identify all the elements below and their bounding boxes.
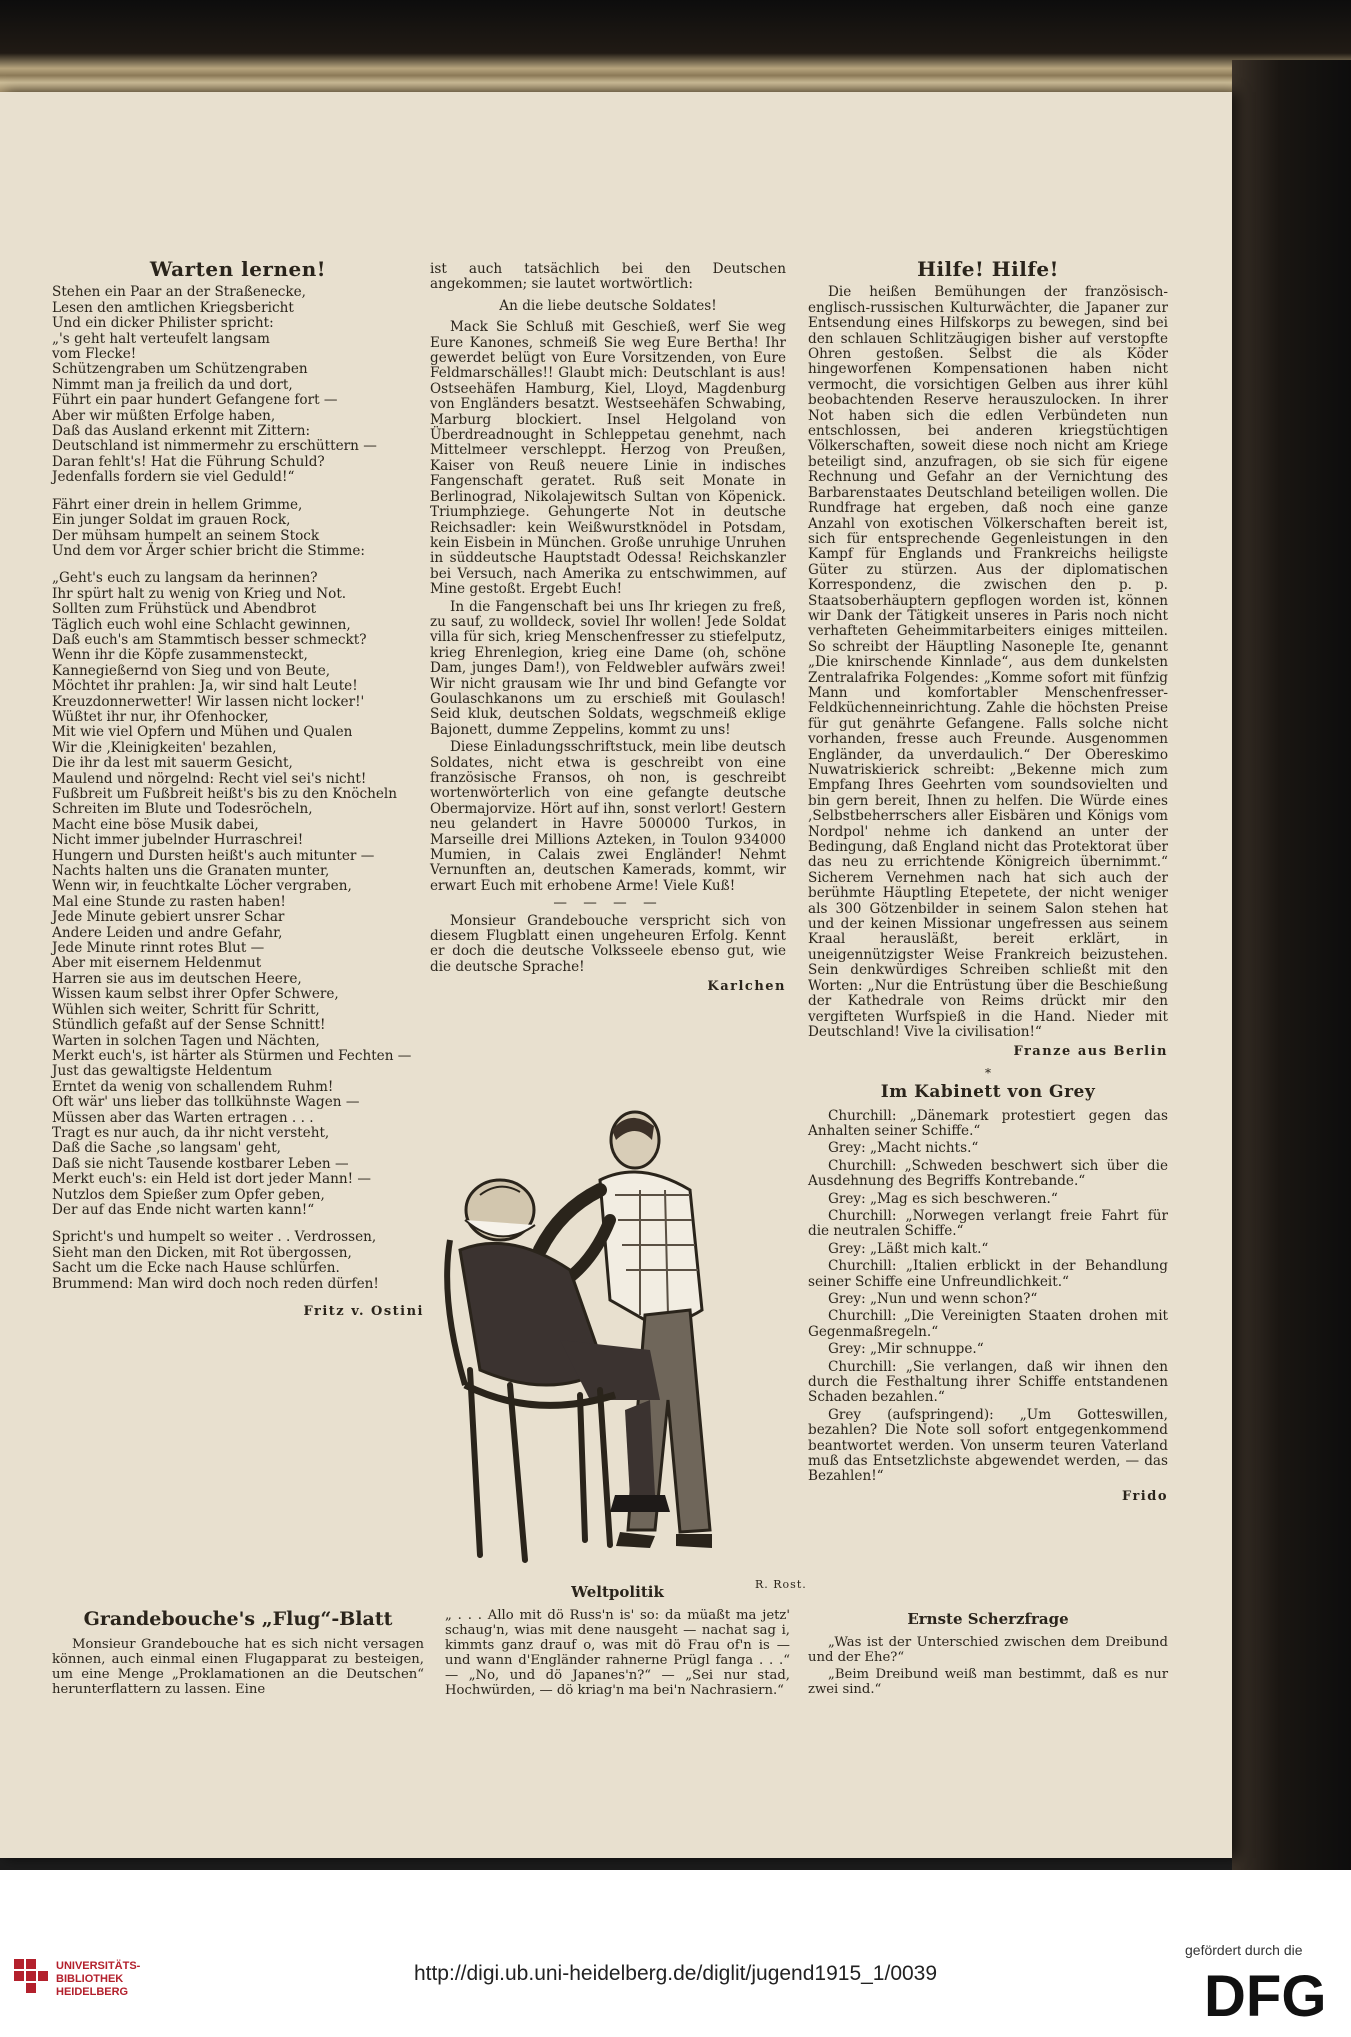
dialogue-line: Grey: „Läßt mich kalt.“ [828,1240,989,1257]
section-title: Im Kabinett von Grey [880,1082,1096,1103]
illustration-barber-shaving [440,1100,800,1570]
book-right-edge [1232,60,1351,1880]
article-title: Hilfe! Hilfe! [917,257,1059,281]
poem-title: Warten lernen! [149,257,327,281]
leaflet-intro: ist auch tatsächlich bei den Deutschen angekommen; sie lautet wortwörtlich: [430,261,786,293]
bottom-middle-caption [445,1585,790,1698]
poem-stanza: Spricht's und humpelt so weiter . . Verdrossen, Sieht man den Dicken, mit Rot übergossen, Sacht um die Ecke nach Hause schlürfen. Brummend: Man wird doch noch reden dürfen! [52,1229,379,1292]
leaflet-paragraph: Diese Einladungsschriftstuck, mein libe deutsch Soldates, nicht etwa is geschreibt von eine französische Fransos, oh non, is geschreibt wortenwörterlich von eine gefangte deutsche Obermajorvize. Hört auf ihn, sonst verlort! Gestern neu gelandert in Havre 500000 Turkos, in Marseille drei Millions Azteken, in Toulon 934000 Mumien, in Calais zwei Engländer! Nehmt Vernunften an, deutschen Kamerads, kommt, wir erwart Euch mit erhobene Arme! Viele Kuß! [430,739,786,894]
dialogue-signature: Frido [1121,1488,1168,1504]
leaflet-closing: Monsieur Grandebouche verspricht sich von diesem Flugblatt einen ungeheuren Erfolg. Kennt er doch die deutsche Volksseele ebenso gut, wie die deutsche Sprache! [430,912,786,975]
dialogue-line: Churchill: „Italien erblickt in der Behandlung seiner Schiffe eine Unfreundlichkeit.“ [808,1258,1168,1290]
page-url[interactable]: http://digi.ub.uni-heidelberg.de/diglit/jugend1915_1/0039 [413,1962,938,1985]
poem-stanza: Stehen ein Paar an der Straßenecke, Lesen den amtlichen Kriegsbericht Und ein dicker Philister spricht: „'s geht halt verteufelt langsam vom Flecke! Schützengraben um Schützengraben Nimmt man ja freilich da und dort, Führt ein paar hundert Gefangene fort — Aber wir müßten Erfolge haben, Daß das Ausland erkennt mit Zittern: Deutschland ist nimmermehr zu erschüttern — Daran fehlt's! Hat die Führung Schuld? Jedenfalls fordern sie viel Geduld!“ [52,284,377,486]
divider: — — — — [553,895,663,912]
bottom-right-title: Ernste Scherzfrage [907,1610,1069,1628]
dialogue-line: Grey: „Mag es sich beschweren.“ [828,1190,1058,1207]
dialogue-line: Grey: „Macht nichts.“ [828,1140,979,1157]
dfg-logo[interactable] [1200,1962,1340,2024]
column-right [808,257,1168,1510]
poem-body [52,285,424,1292]
dialogue-line: Churchill: „Die Vereinigten Staaten drohen mit Gegenmaßregeln.“ [808,1308,1168,1340]
uni-line2: BIBLIOTHEK [56,1973,124,1985]
dialogue-line: Churchill: „Dänemark protestiert gegen das Anhalten seiner Schiffe.“ [808,1107,1168,1139]
column-left [52,257,424,1325]
column-middle [430,262,786,1001]
article-signature: Franze aus Berlin [1013,1044,1168,1060]
star-divider: * [985,1065,991,1080]
dfg-text: DFG [1204,1964,1327,2024]
bottom-left-text: Monsieur Grandebouche hat es sich nicht versagen können, auch einmal einen Flugapparat zu besteigen, um eine Menge „Proklamationen an die Deutschen“ herunterflattern zu lassen. Eine [52,1637,424,1697]
poem-stanza: Fährt einer drein in hellem Grimme, Ein junger Soldat im grauen Rock, Der mühsam humpelt an seinem Stock Und dem vor Ärger schier bricht die Stimme: [52,496,365,559]
article-body: Die heißen Bemühungen der französisch-englisch-russischen Kulturwächter, die Japaner zur Entsendung eines Hilfskorps zu bewegen, sind bei den schlauen Schlitzäugigen bisher auf verstopfte Ohren gestoßen. Selbst die als Köder hingeworfenen Kompensationen haben nicht vermocht, die vorsichtigen Gelben aus ihrer kühl beobachtenden Reserve herauszulocken. In ihrer Not haben sich die edlen Verbündeten nun entschlossen, bei anderen kriegstüchtigen Völkerschaften, soweit diese noch nicht am Kriege beteiligt sind, anzufragen, ob sie sich für eigene Rechnung und Gefahr an der Vernichtung des Barbarenstaates Deutschland beteiligen wollen. Die Rundfrage hat ergeben, daß noch eine ganze Anzahl von exotischen Völkerschaften bereit ist, sich für entsprechende Gegenleistungen in den Kampf für Englands und Frankreichs heiligste Güter zu stürzen. Aus der diplomatischen Korrespondenz, die zwischen den p. p. Staatsoberhäuptern gepflogen worden ist, können wir Dank der Tätigkeit unseres in Paris noch nicht verhafteten Geheimmitarbeiters einiges mitteilen. So schreibt der Häuptling Nasoneple Ite, genannt „Die knirschende Kinnlade“, aus dem dunkelsten Zentralafrika Folgendes: „Komme sofort mit fünfzig Mann und komfortabler Menschenfresser-Feldküchenneinrichtung. Zahle die höchsten Preise für gut genährte Gefangene. Falls solche nicht vorhanden, fresse auch Freunde. Ausgenommen Engländer, da unverdaulich.“ Der Obereskimo Nuwatriskierick schreibt: „Bekenne mich zum Empfang Ihres Geehrten vom soundsovielten und bin gern bereit, Ihnen zu helfen. Die Würde eines ‚Selbstbeherrschers aller Eisbären und Königs vom Nordpol' nehme ich dankend an unter der Bedingung, daß England nicht das Protektorat über das neu zu errichtende Königreich übernimmt.“ Sicherem Vernehmen nach hat sich auch der berühmte Häuptling Etepetete, der nicht weniger als 300 Götzenbilder in seinem Salon stehen hat und der keinen Missionar ungefressen aus seinem Kraal herausläßt, bereit erklärt, in uneigennützigster Weise Frankreich beizustehen. Sein denkwürdiges Schreiben schließt mit den Worten: „Nur die Entrüstung über die Beschießung der Kathedrale von Reims drückt mir den vergifteten Wurfspieß in die Hand. Nieder mit Deutschland! Vive la civilisation!“ [808,284,1168,1040]
uni-line3: HEIDELBERG [56,1986,129,1998]
dialogue-line: Churchill: „Schweden beschwert sich über die Ausdehnung des Begriffs Kontrebande.“ [808,1157,1168,1190]
viewer-footer [0,1870,1351,2037]
leaflet-paragraph: Mack Sie Schluß mit Geschieß, werf Sie weg Eure Kanones, schmeiß Sie weg Eure Bertha! Ihr gewerdet belügt von Eure Vorsitzenden, von Eure Feldmarschälles!! Glaubt mich: Deutschlant is aus! Ostseehäfen Hamburg, Kiel, Lloyd, Magdenburg von Engländers besatzt. Westseehäfen Schwabing, Marburg blockiert. Insel Helgoland von Überdreadnought in Schleppetau genehmt, nach Mittelmeer verschleppt. Herzog von Preußen, Kaiser von Reuß neuere Linie in indisches Fangenschaft geratet. Ruß seit Monate in Berlinograd, Nikolajewitsch Sultan von Köpenick. Triumphziege. Gehungerte Not in deutsche Reichsadler: kein Weißwurstknödel in Potsdam, kein Eisbein in München. Große unruhige Unruhen in süddeutsche Hauptstadt Odessa! Reichskanzler bei Versuch, nach Amerika zu entschwimmen, auf Mine gestoßt. Ergebt Euch! [430,319,786,598]
dialogue-line: Grey: „Nun und wenn schon?“ [828,1291,1038,1307]
dialogue-line: Churchill: „Sie verlangen, daß wir ihnen den durch die Festhaltung ihrer Schiffe entstandenen Schaden bezahlen.“ [808,1358,1168,1406]
funding-caption: gefördert durch die [1185,1942,1303,1958]
bottom-right-article [808,1612,1168,1699]
poem-stanza: „Geht's euch zu langsam da herinnen? Ihr spürt halt zu wenig von Krieg und Not. Sollten zum Frühstück und Abendbrot Täglich euch wohl eine Schlacht gewinnen, Daß euch's am Stammtisch besser schmeckt? Wenn ihr die Köpfe zusammensteckt, Kannegießernd von Sieg und von Beute, Möchtet ihr prahlen: Ja, wir sind halt Leute! Kreuzdonnerwetter! Wir lassen nicht locker!' Wüßtet ihr nur, ihr Ofenhocker, Mit wie viel Opfern und Mühen und Qualen Wir die ‚Kleinigkeiten' bezahlen, Die ihr da lest mit sauerm Gesicht, Maulend und nörgelnd: Recht viel sei's nicht! Fußbreit um Fußbreit heißt's bis zu den Knöcheln Schreiten im Blute und Todesröcheln, Macht eine böse Musik dabei, Nicht immer jubelnder Hurraschrei! Hungern und Dursten heißt's auch mitunter — Nachts halten uns die Granaten munter, Wenn wir, in feuchtkalte Löcher vergraben, Mal eine Stunde zu rasten haben! Jede Minute gebiert unsrer Schar Andere Leiden und andre Gefahr, Jede Minute rinnt rotes Blut — Aber mit eisernem Heldenmut Harren sie aus im deutschen Heere, Wissen kaum selbst ihrer Opfer Schwere, Wühlen sich weiter, Schritt für Schritt, Stündlich gefaßt auf der Sense Schnitt! Warten in solchen Tagen und Nächten, Merkt euch's, ist härter als Stürmen und Fechten — Just das gewaltigste Heldentum Erntet da wenig von schallendem Ruhm! Oft wär' uns lieber das tollkühnste Wagen — Müssen aber das Warten ertragen . . . Tragt es nur auch, da ihr nicht versteht, Daß die Sache ‚so langsam' geht, Daß sie nicht Tausende kostbarer Leben — Merkt euch's: ein Held ist dort jeder Mann! — Nutzlos dem Spießer zum Opfer geben, Der auf das Ende nicht warten kann!“ [52,570,412,1218]
caption-title: Weltpolitik [571,1583,664,1601]
bottom-left-article [52,1608,424,1699]
dialogue-line: Grey: „Mir schnuppe.“ [828,1341,984,1358]
leaflet-paragraph: In die Fangenschaft bei uns Ihr kriegen zu freß, zu sauf, zu wolldeck, soviel Ihr wollen! Jede Soldat villa für sich, krieg Menschenfresser zu stiefelputz, krieg Ehrenlegion, krieg eine Dame (oh, schöne Dam, junges Dam!), von Feldwebler aufwärs zwei! Wir nicht grausam wie Ihr und bind Gefangte vor Goulaschkanons um zu erschieß mit Goulasch! Seid kluk, deutschen Soldats, wegschmeiß eklige Bajonett, dumme Zeppelins, kommt zu uns! [430,598,786,738]
bottom-left-title: Grandebouche's „Flug“-Blatt [83,1608,393,1630]
dialogue-line: Churchill: „Norwegen verlangt freie Fahrt für die neutralen Schiffe.“ [808,1207,1168,1240]
dialogue-line: Grey (aufspringend): „Um Gotteswillen, bezahlen? Die Note soll sofort entgegenkommend beantwortet werden. Von unserm teuren Vaterland muß das Entsetzlichste abgewendet werden, — das Bezahlen!“ [808,1406,1168,1485]
leaflet-salutation: An die liebe deutsche Soldates! [499,297,717,314]
uni-line1: UNIVERSITÄTS- [56,1960,141,1972]
riddle-answer: „Beim Dreibund weiß man bestimmt, daß es nur zwei sind.“ [808,1667,1168,1697]
leaflet-signature: Karlchen [707,979,786,995]
caption-text: „ . . . Allo mit dö Russ'n is' so: da müaßt ma jetz' schaug'n, wias mit dene nausgeht — nachat sag i, kimmts ganz drauf o, was mit dö Frau of'n is — und wann d'Engländer rahnerne Prügl fanga . . .“ — „No, und dö Japanes'n?“ — „Sei nur stad, Hochwürden, — dö kriag'n ma bei'n Nachrasiern.“ [445,1608,790,1698]
poem-signature: Fritz v. Ostini [303,1304,424,1319]
illustration-credit: R. Rost. [755,1578,807,1591]
riddle-question: „Was ist der Unterschied zwischen dem Dreibund und der Ehe?“ [808,1635,1168,1665]
